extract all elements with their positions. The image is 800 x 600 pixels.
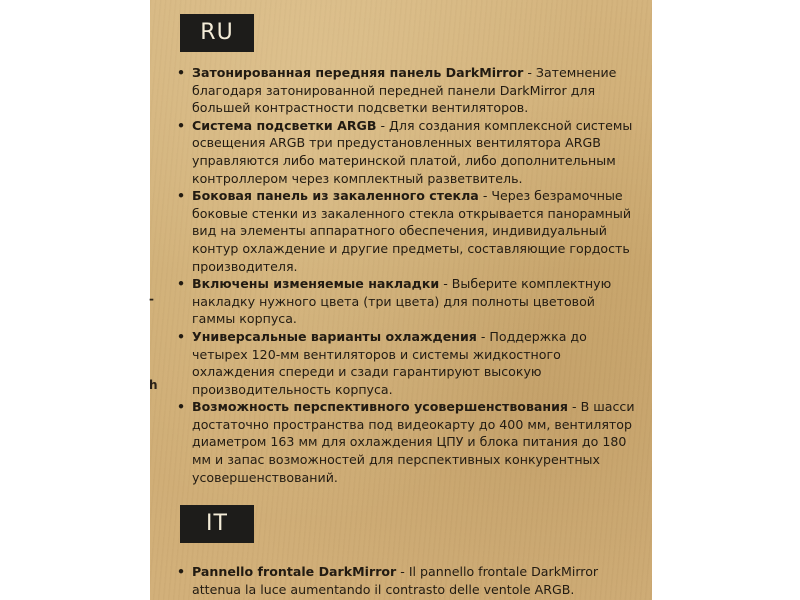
edge-mark: - [149,292,154,306]
language-badge-ru: RU [180,14,254,52]
feature-title: Боковая панель из закаленного стекла [192,188,479,204]
feature-item [174,117,636,187]
feature-title: Затонированная передняя панель DarkMirror [192,65,524,80]
bullet-icon: • [177,276,186,292]
feature-title: Pannello frontale DarkMirror [192,564,397,579]
feature-title: Универсальные варианты охлаждения [192,328,477,344]
feature-text: - Выберите комплектную накладку нужного цвета (три цвета) для полноты цветовой гаммы корпуса. [192,276,612,327]
edge-mark: h [149,378,158,392]
feature-text: - Поддержка до четырех 120-мм вентиляторов и системы жидкостного охлаждения спереди и сзади гарантируют высокую производительность корпуса. [192,328,587,397]
bullet-icon: • [177,65,186,80]
cardboard-box-panel [150,0,652,600]
bullet-icon: • [177,564,186,579]
feature-text: - Il pannello frontale DarkMirror attenua la luce aumentando il contrasto delle ventole ARGB. [192,564,599,597]
feature-text: - Затемнение благодаря затонированной передней панели DarkMirror для большей контрастности подсветки вентиляторов. [192,65,617,116]
feature-item [174,64,636,117]
language-badge-it: IT [180,505,254,543]
feature-text: - Через безрамочные боковые стенки из закаленного стекла открывается панорамный вид на элементы аппаратного обеспечения, индивидуальный контур охлаждение и другие предметы, составляющие гордость производителя. [192,188,632,274]
feature-title: Система подсветки ARGB [192,117,377,133]
feature-item [174,187,636,275]
feature-item [174,398,636,486]
bullet-icon: • [177,117,186,133]
feature-item [174,563,636,598]
feature-item [174,328,636,398]
bullet-icon: • [177,328,186,344]
feature-text: - Для создания комплексной системы освещения ARGB три предустановленных вентилятора ARGB управляются либо материнской платой, либо дополнительным контроллером через комплектный разветвитель. [192,117,633,186]
feature-item [174,275,636,328]
bullet-icon: • [177,188,186,204]
bullet-icon: • [177,399,186,415]
feature-list-ru [174,64,636,486]
feature-title: Возможность перспективного усовершенствования [192,399,569,415]
feature-text: - В шасси достаточно пространства под видеокарту до 400 мм, вентилятор диаметром 163 мм для охлаждения ЦПУ и блока питания до 180 мм и запас возможностей для перспективных конкурентных усовершенствований. [192,399,635,485]
feature-title: Включены изменяемые накладки [192,276,440,292]
feature-list-it [174,563,636,598]
